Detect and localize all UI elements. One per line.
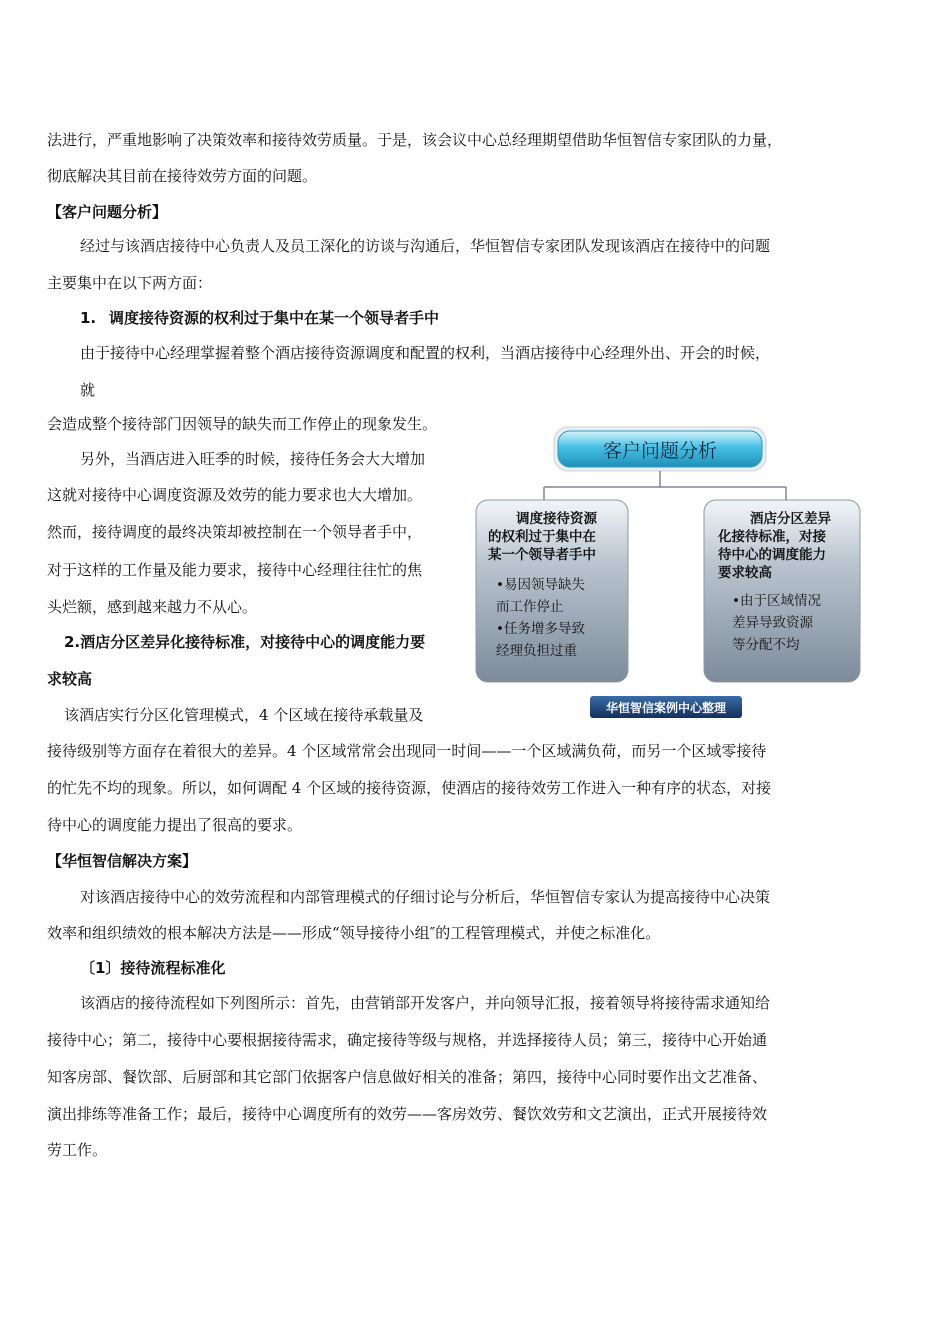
paragraph-line: 主要集中在以下两方面： bbox=[47, 274, 213, 292]
paragraph-line: 然而，接待调度的最终决策却被控制在一个领导者手中， bbox=[47, 523, 423, 541]
left-box-head: 调度接待资源 bbox=[516, 511, 597, 527]
paragraph-line: 就 bbox=[80, 381, 96, 399]
paragraph-line: 该酒店的接待流程如下列图所示：首先，由营销部开发客户，并向领导汇报，接着领导将接待需求通知给 bbox=[80, 994, 771, 1012]
paragraph-line: 由于接待中心经理掌握着整个酒店接待资源调度和配置的权利，当酒店接待中心经理外出、开会的时候， bbox=[80, 344, 771, 362]
paragraph-line: 彻底解决其目前在接待效劳方面的问题。 bbox=[47, 167, 318, 185]
right-box-head: 化接待标准，对接 bbox=[718, 529, 826, 545]
paragraph-line: 另外，当酒店进入旺季的时候，接待任务会大大增加 bbox=[80, 450, 426, 468]
right-box-item: 等分配不均 bbox=[732, 637, 800, 653]
paragraph-line: 待中心的调度能力提出了很高的要求。 bbox=[47, 816, 303, 834]
paragraph-line: 这就对接待中心调度资源及效劳的能力要求也大大增加。 bbox=[47, 486, 423, 504]
right-box-text bbox=[718, 510, 856, 656]
right-box-head: 要求较高 bbox=[718, 565, 772, 581]
paragraph-line: 经过与该酒店接待中心负责人及员工深化的访谈与沟通后，华恒智信专家团队发现该酒店在接待中的问题 bbox=[80, 237, 771, 255]
paragraph-line: 演出排练等准备工作；最后，接待中心调度所有的效劳——客房效劳、餐饮效劳和文艺演出，正式开展接待效 bbox=[47, 1105, 768, 1123]
left-box-head: 的权利过于集中在 bbox=[488, 529, 596, 545]
paragraph-line: 对该酒店接待中心的效劳流程和内部管理模式的仔细讨论与分析后，华恒智信专家认为提高接待中心决策 bbox=[80, 888, 771, 906]
left-box-item: 经理负担过重 bbox=[496, 643, 577, 659]
paragraph-line: 对于这样的工作量及能力要求，接待中心经理往往忙的焦 bbox=[47, 561, 423, 579]
paragraph-line: 效率和组织绩效的根本解决方法是——形成“领导接待小组″的工程管理模式，并使之标准化。 bbox=[47, 924, 661, 942]
paragraph-line: 接待级别等方面存在着很大的差异。4 个区域常常会出现同一时间——一个区域满负荷，而另一个区域零接待 bbox=[47, 742, 767, 760]
right-box-item: •由于区域情况 bbox=[732, 593, 821, 609]
subsection-number-1: 1. bbox=[80, 309, 97, 327]
left-box-item: 而工作停止 bbox=[496, 599, 564, 615]
left-box-item: •易因领导缺失 bbox=[496, 577, 585, 593]
paragraph-line: 的忙先不均的现象。所以，如何调配 4 个区域的接待资源，使酒店的接待效劳工作进入一种有序的状态，对接 bbox=[47, 779, 772, 797]
subsection-title-2: 2.酒店分区差异化接待标准，对接待中心的调度能力要 bbox=[64, 633, 426, 651]
paragraph-line: 接待中心；第二，接待中心要根据接待需求，确定接待等级与规格，并选择接待人员；第三，接待中心开始通 bbox=[47, 1031, 768, 1049]
paragraph-line: 劳工作。 bbox=[47, 1141, 108, 1159]
subsection-title-2-cont: 求较高 bbox=[47, 670, 93, 688]
paragraph-line: 头烂额，感到越来越力不从心。 bbox=[47, 598, 258, 616]
paragraph-line: 法进行，严重地影响了决策效率和接待效劳质量。于是，该会议中心总经理期望借助华恒智信专家团队的力量， bbox=[47, 131, 783, 149]
left-box-item: •任务增多导致 bbox=[496, 621, 585, 637]
figure-caption: 华恒智信案例中心整理 bbox=[605, 700, 726, 715]
right-box-head: 待中心的调度能力 bbox=[718, 547, 826, 563]
section-heading-solution: 【华恒智信解决方案】 bbox=[47, 852, 198, 870]
figure-title: 客户问题分析 bbox=[602, 439, 717, 462]
problem-analysis-figure bbox=[474, 420, 866, 728]
subsection-title-3: 〔1〕接待流程标准化 bbox=[80, 959, 226, 977]
paragraph-line: 该酒店实行分区化管理模式，4 个区域在接待承载量及 bbox=[64, 706, 424, 724]
right-box-head: 酒店分区差异 bbox=[750, 511, 831, 527]
left-box-text bbox=[488, 510, 622, 662]
section-heading-analysis: 【客户问题分析】 bbox=[47, 203, 168, 221]
subsection-title-1: 调度接待资源的权利过于集中在某一个领导者手中 bbox=[109, 309, 440, 327]
paragraph-line: 知客房部、餐饮部、后厨部和其它部门依据客户信息做好相关的准备；第四，接待中心同时要作出文艺准备、 bbox=[47, 1068, 768, 1086]
paragraph-line: 会造成整个接待部门因领导的缺失而工作停止的现象发生。 bbox=[47, 415, 438, 433]
left-box-head: 某一个领导者手中 bbox=[488, 547, 596, 563]
right-box-item: 差异导致资源 bbox=[732, 615, 813, 631]
